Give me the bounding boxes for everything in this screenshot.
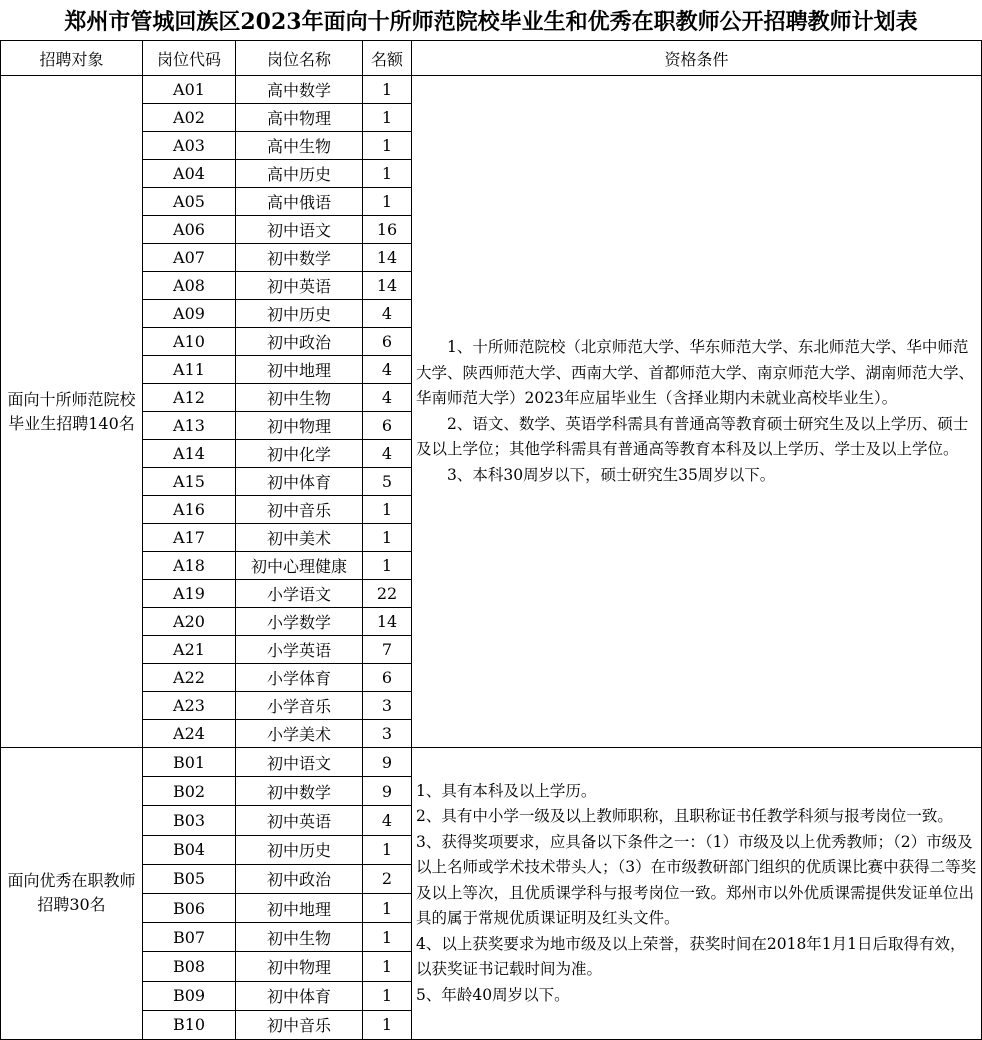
position-name-cell: 初中心理健康 [236,552,363,580]
position-name-cell: 初中物理 [236,412,363,440]
position-name-cell: 初中音乐 [236,1010,363,1039]
qualification-conditions-cell [412,76,982,748]
position-name-cell: 小学音乐 [236,692,363,720]
position-code-cell: B02 [143,777,236,806]
condition-item: 3、本科30周岁以下，硕士研究生35周岁以下。 [447,465,776,484]
position-code-cell: A14 [143,440,236,468]
position-name-cell: 初中地理 [236,893,363,922]
position-count-cell: 1 [363,952,412,981]
condition-item: 3、获得奖项要求，应具备以下条件之一：（1）市级及以上优秀教师；（2）市级及以上名师或学术技术带头人；（3）在市级教研部门组织的优质课比赛中获得二等奖及以上等次，且优质课学科与报考岗位一致。郑州市以外优质课需提供发证单位出具的属于常规优质课证明及红头文件。 [416,832,977,928]
position-code-cell: A20 [143,608,236,636]
position-count-cell: 16 [363,216,412,244]
position-name-cell: 高中生物 [236,132,363,160]
position-code-cell: A01 [143,76,236,104]
position-code-cell: B04 [143,835,236,864]
position-code-cell: A02 [143,104,236,132]
header-target: 招聘对象 [1,41,143,76]
position-name-cell: 高中物理 [236,104,363,132]
position-name-cell: 初中生物 [236,384,363,412]
position-name-cell: 小学体育 [236,664,363,692]
position-count-cell: 6 [363,664,412,692]
position-count-cell: 4 [363,440,412,468]
position-code-cell: B07 [143,923,236,952]
condition-item: 2、具有中小学一级及以上教师职称，且职称证书任教学科须与报考岗位一致。 [416,807,953,826]
position-code-cell: A12 [143,384,236,412]
position-count-cell: 9 [363,777,412,806]
header-name: 岗位名称 [236,41,363,76]
position-name-cell: 初中历史 [236,835,363,864]
position-count-cell: 1 [363,132,412,160]
position-code-cell: B01 [143,748,236,777]
position-code-cell: B09 [143,981,236,1010]
position-code-cell: A09 [143,300,236,328]
position-count-cell: 1 [363,1010,412,1039]
position-count-cell: 2 [363,864,412,893]
position-code-cell: A24 [143,720,236,748]
position-name-cell: 初中政治 [236,864,363,893]
position-name-cell: 高中数学 [236,76,363,104]
position-code-cell: A08 [143,272,236,300]
header-count: 名额 [363,41,412,76]
position-count-cell: 1 [363,524,412,552]
position-code-cell: A17 [143,524,236,552]
condition-item: 4、以上获奖要求为地市级及以上荣誉，获奖时间在2018年1月1日后取得有效，以获奖证书记载时间为准。 [416,934,966,979]
condition-item: 2、语文、数学、英语学科需具有普通高等教育硕士研究生及以上学历、硕士及以上学位；其他学科需具有普通高等教育本科及以上学历、学士及以上学位。 [416,414,969,458]
position-name-cell: 初中物理 [236,952,363,981]
position-name-cell: 高中俄语 [236,188,363,216]
position-count-cell: 1 [363,104,412,132]
position-count-cell: 3 [363,692,412,720]
position-name-cell: 初中地理 [236,356,363,384]
position-code-cell: A03 [143,132,236,160]
position-count-cell: 1 [363,188,412,216]
position-name-cell: 初中英语 [236,806,363,835]
position-count-cell: 4 [363,806,412,835]
position-code-cell: B05 [143,864,236,893]
position-code-cell: A11 [143,356,236,384]
position-count-cell: 5 [363,468,412,496]
position-name-cell: 初中数学 [236,777,363,806]
position-count-cell: 1 [363,981,412,1010]
position-count-cell: 6 [363,412,412,440]
recruit-target-cell: 面向优秀在职教师招聘30名 [1,748,143,1040]
position-count-cell: 4 [363,300,412,328]
position-name-cell: 初中体育 [236,468,363,496]
position-count-cell: 3 [363,720,412,748]
position-code-cell: A22 [143,664,236,692]
position-count-cell: 1 [363,923,412,952]
header-code: 岗位代码 [143,41,236,76]
position-name-cell: 初中语文 [236,216,363,244]
position-name-cell: 初中体育 [236,981,363,1010]
position-count-cell: 1 [363,160,412,188]
position-code-cell: A18 [143,552,236,580]
position-count-cell: 1 [363,835,412,864]
qualification-conditions-cell [412,748,982,1040]
recruit-target-cell: 面向十所师范院校毕业生招聘140名 [1,76,143,748]
position-name-cell: 小学数学 [236,608,363,636]
position-count-cell: 1 [363,552,412,580]
condition-item: 1、具有本科及以上学历。 [416,781,597,800]
position-name-cell: 初中美术 [236,524,363,552]
position-code-cell: A23 [143,692,236,720]
position-name-cell: 小学英语 [236,636,363,664]
position-code-cell: A21 [143,636,236,664]
position-code-cell: A19 [143,580,236,608]
position-name-cell: 初中生物 [236,923,363,952]
position-count-cell: 14 [363,244,412,272]
position-name-cell: 初中数学 [236,244,363,272]
position-code-cell: B03 [143,806,236,835]
position-count-cell: 9 [363,748,412,777]
table-row [1,76,982,104]
position-count-cell: 7 [363,636,412,664]
position-name-cell: 初中音乐 [236,496,363,524]
position-code-cell: B10 [143,1010,236,1039]
position-name-cell: 高中历史 [236,160,363,188]
position-name-cell: 小学语文 [236,580,363,608]
condition-item: 1、十所师范院校（北京师范大学、华东师范大学、东北师范大学、华中师范大学、陕西师范大学、西南大学、首都师范大学、南京师范大学、湖南师范大学、华南师范大学）2023年应届毕业生（含择业期内未就业高校毕业生）。 [416,338,975,407]
page-title: 郑州市管城回族区2023年面向十所师范院校毕业生和优秀在职教师公开招聘教师计划表 [64,8,918,35]
position-code-cell: A05 [143,188,236,216]
position-code-cell: A04 [143,160,236,188]
position-name-cell: 初中政治 [236,328,363,356]
position-name-cell: 初中化学 [236,440,363,468]
position-code-cell: A06 [143,216,236,244]
position-code-cell: A10 [143,328,236,356]
position-count-cell: 1 [363,76,412,104]
table-row [1,748,982,777]
position-name-cell: 初中语文 [236,748,363,777]
position-count-cell: 1 [363,496,412,524]
recruitment-table [0,40,982,1040]
position-count-cell: 6 [363,328,412,356]
position-count-cell: 14 [363,272,412,300]
position-count-cell: 4 [363,356,412,384]
position-count-cell: 14 [363,608,412,636]
position-name-cell: 初中英语 [236,272,363,300]
position-code-cell: A07 [143,244,236,272]
position-code-cell: B06 [143,893,236,922]
position-code-cell: A15 [143,468,236,496]
position-code-cell: A16 [143,496,236,524]
position-count-cell: 4 [363,384,412,412]
position-name-cell: 初中历史 [236,300,363,328]
header-row [1,41,982,76]
condition-item: 5、年龄40周岁以下。 [416,985,570,1004]
position-name-cell: 小学美术 [236,720,363,748]
position-code-cell: B08 [143,952,236,981]
position-count-cell: 1 [363,893,412,922]
position-code-cell: A13 [143,412,236,440]
position-count-cell: 22 [363,580,412,608]
header-conditions: 资格条件 [412,41,982,76]
